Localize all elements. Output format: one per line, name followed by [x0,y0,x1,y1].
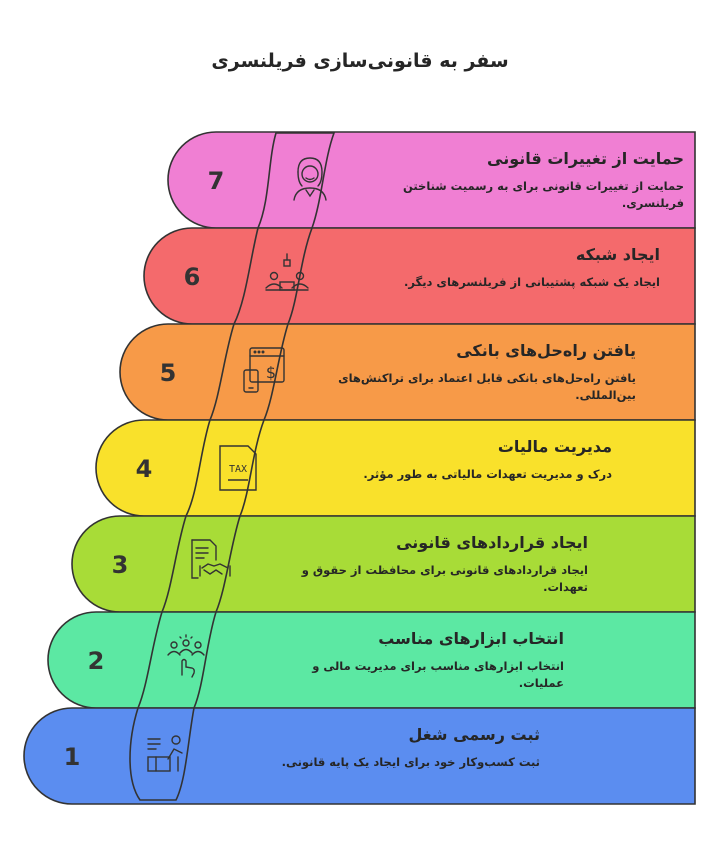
step-5-heading: یافتن راه‌حل‌های بانکی [456,341,636,360]
step-7-description: حمایت از تغییرات قانونی برای به رسمیت شناختن فریلنسری. [403,179,684,210]
step-7-text [384,148,684,212]
step-7-heading: حمایت از تغییرات قانونی [487,149,684,168]
step-2-description: انتخاب ابزارهای مناسب برای مدیریت مالی و عملیات. [312,659,564,690]
step-5-description: یافتن راه‌حل‌های بانکی قابل اعتماد برای تراکنش‌های بین‌المللی. [338,371,636,402]
step-3-number: 3 [111,551,129,579]
step-4-heading: مدیریت مالیات [497,437,612,456]
step-4-number: 4 [135,455,153,483]
svg-text:TAX: TAX [228,464,248,475]
step-5-text [336,340,636,404]
step-3-heading: ایجاد قراردادهای قانونی [396,533,588,552]
svg-text:$: $ [265,363,277,382]
step-6-text [360,244,660,291]
step-2-text [264,628,564,692]
step-3-description: ایجاد قراردادهای قانونی برای محافظت از حقوق و تعهدات. [301,563,588,594]
step-2-number: 2 [87,647,105,675]
step-4-description: درک و مدیریت تعهدات مالیاتی به طور مؤثر. [363,467,612,481]
step-1-description: ثبت کسب‌وکار خود برای ایجاد یک پایه قانونی. [281,755,540,769]
step-1-number: 1 [63,743,81,771]
step-3-text [288,532,588,596]
step-5-number: 5 [159,359,177,387]
step-6-number: 6 [183,263,201,291]
step-7-number: 7 [207,167,225,195]
step-2-heading: انتخاب ابزارهای مناسب [378,629,564,648]
step-4-text [312,436,612,483]
step-1-heading: ثبت رسمی شغل [408,725,540,744]
step-6-description: ایجاد یک شبکه پشتیبانی از فریلنسرهای دیگر. [404,275,660,289]
step-6-heading: ایجاد شبکه [575,245,660,264]
diagram-title: سفر به قانونی‌سازی فریلنسری [211,50,509,72]
step-1-text [240,724,540,771]
